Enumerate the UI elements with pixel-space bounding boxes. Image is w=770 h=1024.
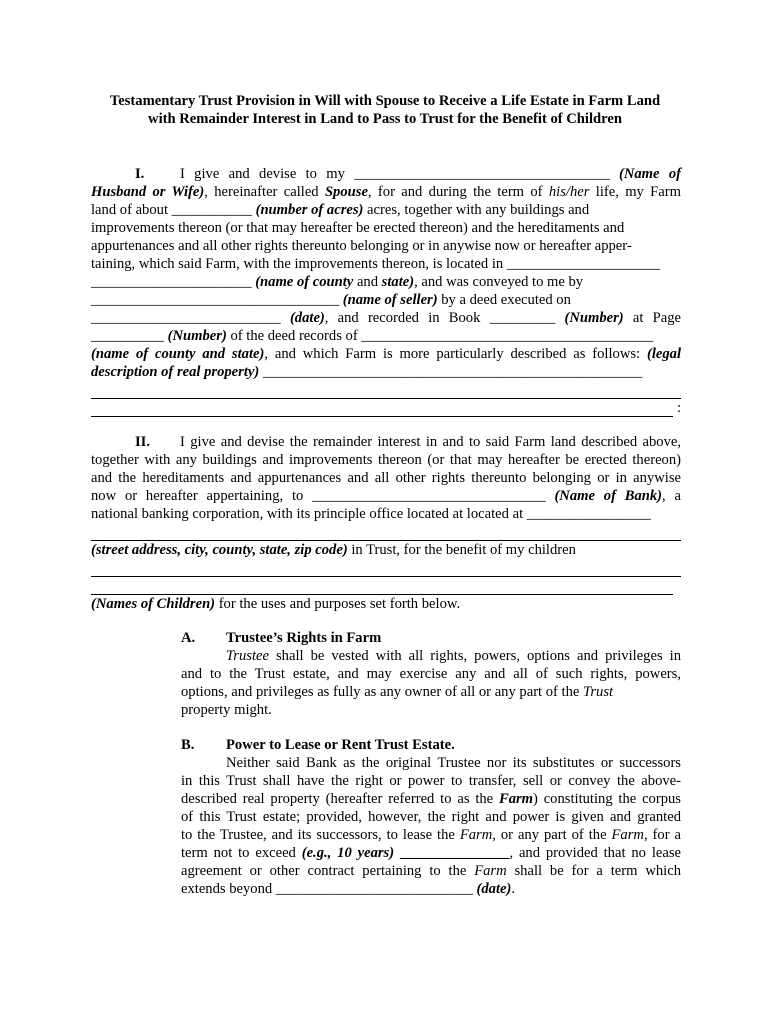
defined-term: Farm	[498, 791, 534, 807]
text: Farm	[611, 827, 644, 843]
blank: __________________________________	[91, 292, 343, 308]
text: term not to exceed	[181, 845, 302, 861]
text: for the uses and purposes set forth below.	[215, 596, 461, 612]
text: Trustee	[226, 648, 269, 664]
text: , for a	[643, 827, 681, 843]
field-label: (Names of Children)	[91, 596, 216, 612]
blank: ____________________________________________________	[259, 364, 643, 380]
field-label: (name of seller)	[342, 292, 438, 308]
text: .	[511, 881, 516, 897]
paragraph-1	[91, 165, 681, 417]
text: , and which Farm is more particularly described as follows:	[264, 346, 647, 362]
text: , or any part of the	[492, 827, 612, 843]
field-label: (date)	[289, 310, 325, 326]
text-line: Neither said Bank as the original Trustee nor its substitutes or successors	[226, 755, 681, 771]
document-title	[70, 92, 700, 128]
blank: __________	[91, 328, 168, 344]
field-label: (name of county and state)	[91, 346, 265, 362]
field-label: (street address, city, county, state, zip code)	[91, 542, 348, 558]
text-line: improvements thereon (or that may hereafter be erected thereon) and the hereditaments and	[91, 220, 625, 236]
section-b	[181, 736, 681, 898]
text: I give and devise the remainder interest in and to said Farm land described above,	[180, 434, 681, 450]
blank: extends beyond ___________________________	[181, 881, 477, 897]
section-letter: A.	[181, 630, 196, 646]
blank: _______________	[394, 845, 510, 861]
blank: ______________________	[91, 274, 256, 290]
text: at Page	[623, 310, 681, 326]
text-line: in this Trust shall have the right or power to transfer, sell or convey the above-	[181, 773, 681, 789]
section-heading: Power to Lease or Rent Trust Estate.	[226, 737, 455, 753]
paragraph-number: II.	[135, 434, 151, 450]
text: I give and devise to my ___________________________________	[180, 166, 619, 182]
blank: __________________________	[91, 310, 290, 326]
text: now or hereafter appertaining, to ________________________________	[91, 488, 555, 504]
text: life, my Farm	[589, 184, 681, 200]
text: , a	[662, 488, 681, 504]
text: , and was conveyed to me by	[414, 274, 584, 290]
text: acres, together with any buildings and	[363, 202, 590, 218]
field-label: (e.g., 10 years)	[301, 845, 395, 861]
text: described real property (hereafter referred to as the	[181, 791, 499, 807]
text-line: together with any buildings and improvements thereon (or that may hereafter be erected thereon)	[91, 452, 681, 468]
field-label: (date)	[476, 881, 512, 897]
text-line: national banking corporation, with its principle office located at located at _________________	[91, 506, 651, 522]
text-line: taining, which said Farm, with the improvements thereon, is located in _____________________	[91, 256, 661, 272]
text: options, and privileges as fully as any owner of all or any part of the	[181, 684, 584, 700]
paragraph-number: I.	[135, 166, 145, 182]
field-label: (Name of	[618, 166, 681, 182]
text: shall be for a term which	[506, 863, 681, 879]
field-label: state)	[381, 274, 415, 290]
blank-line	[91, 381, 681, 399]
section-a	[181, 629, 681, 719]
field-label: (Number)	[564, 310, 624, 326]
text-line: and the hereditaments and appurtenances and all other rights thereunto belonging or in anywise	[91, 470, 681, 486]
text: Farm	[459, 827, 493, 843]
blank-line	[91, 523, 681, 541]
title-line-1: Testamentary Trust Provision in Will with Spouse to Receive a Life Estate in Farm Land	[109, 93, 661, 109]
text: to the Trustee, and its successors, to lease the	[181, 827, 460, 843]
text: shall be vested with all rights, powers, options and privileges in	[268, 648, 681, 664]
text-line: appurtenances and all other rights thereunto belonging or in anywise now or hereafter apper-	[91, 238, 632, 254]
text: ) constituting the corpus	[533, 791, 681, 807]
field-label: (name of county	[255, 274, 354, 290]
blank-line	[91, 399, 673, 417]
text: , and recorded in Book _________	[324, 310, 565, 326]
text: , for and during the term of	[367, 184, 549, 200]
text: , and provided that no lease	[509, 845, 682, 861]
field-label: (number of acres)	[255, 202, 364, 218]
blank-line	[91, 559, 681, 577]
field-label: (Number)	[167, 328, 227, 344]
text-line: of this Trust estate; provided, however, the right and power is given and granted	[181, 809, 681, 825]
text: :	[676, 400, 681, 416]
field-label: (Name of Bank)	[554, 488, 663, 504]
defined-term: Spouse	[324, 184, 368, 200]
paragraph-2	[91, 433, 681, 613]
text-line: property might.	[181, 702, 272, 718]
text: agreement or other contract pertaining to the	[181, 863, 475, 879]
text: , hereinafter called	[204, 184, 325, 200]
field-label: (legal	[646, 346, 681, 362]
title-line-2: with Remainder Interest in Land to Pass to Trust for the Benefit of Children	[148, 111, 622, 127]
text: in Trust, for the benefit of my children	[347, 542, 576, 558]
blank-line	[91, 577, 673, 595]
text: and	[353, 274, 382, 290]
section-letter: B.	[181, 737, 195, 753]
text: Trust	[583, 684, 614, 700]
text: Farm	[474, 863, 507, 879]
section-heading: Trustee’s Rights in Farm	[226, 630, 382, 646]
field-label: Husband or Wife)	[91, 184, 205, 200]
text: land of about ___________	[91, 202, 256, 218]
text: of the deed records of ________________________________________	[226, 328, 654, 344]
field-label: description of real property)	[91, 364, 260, 380]
text: his/her	[548, 184, 590, 200]
text-line: and to the Trust estate, and may exercise any and all of such rights, powers,	[181, 666, 681, 682]
text: by a deed executed on	[437, 292, 571, 308]
